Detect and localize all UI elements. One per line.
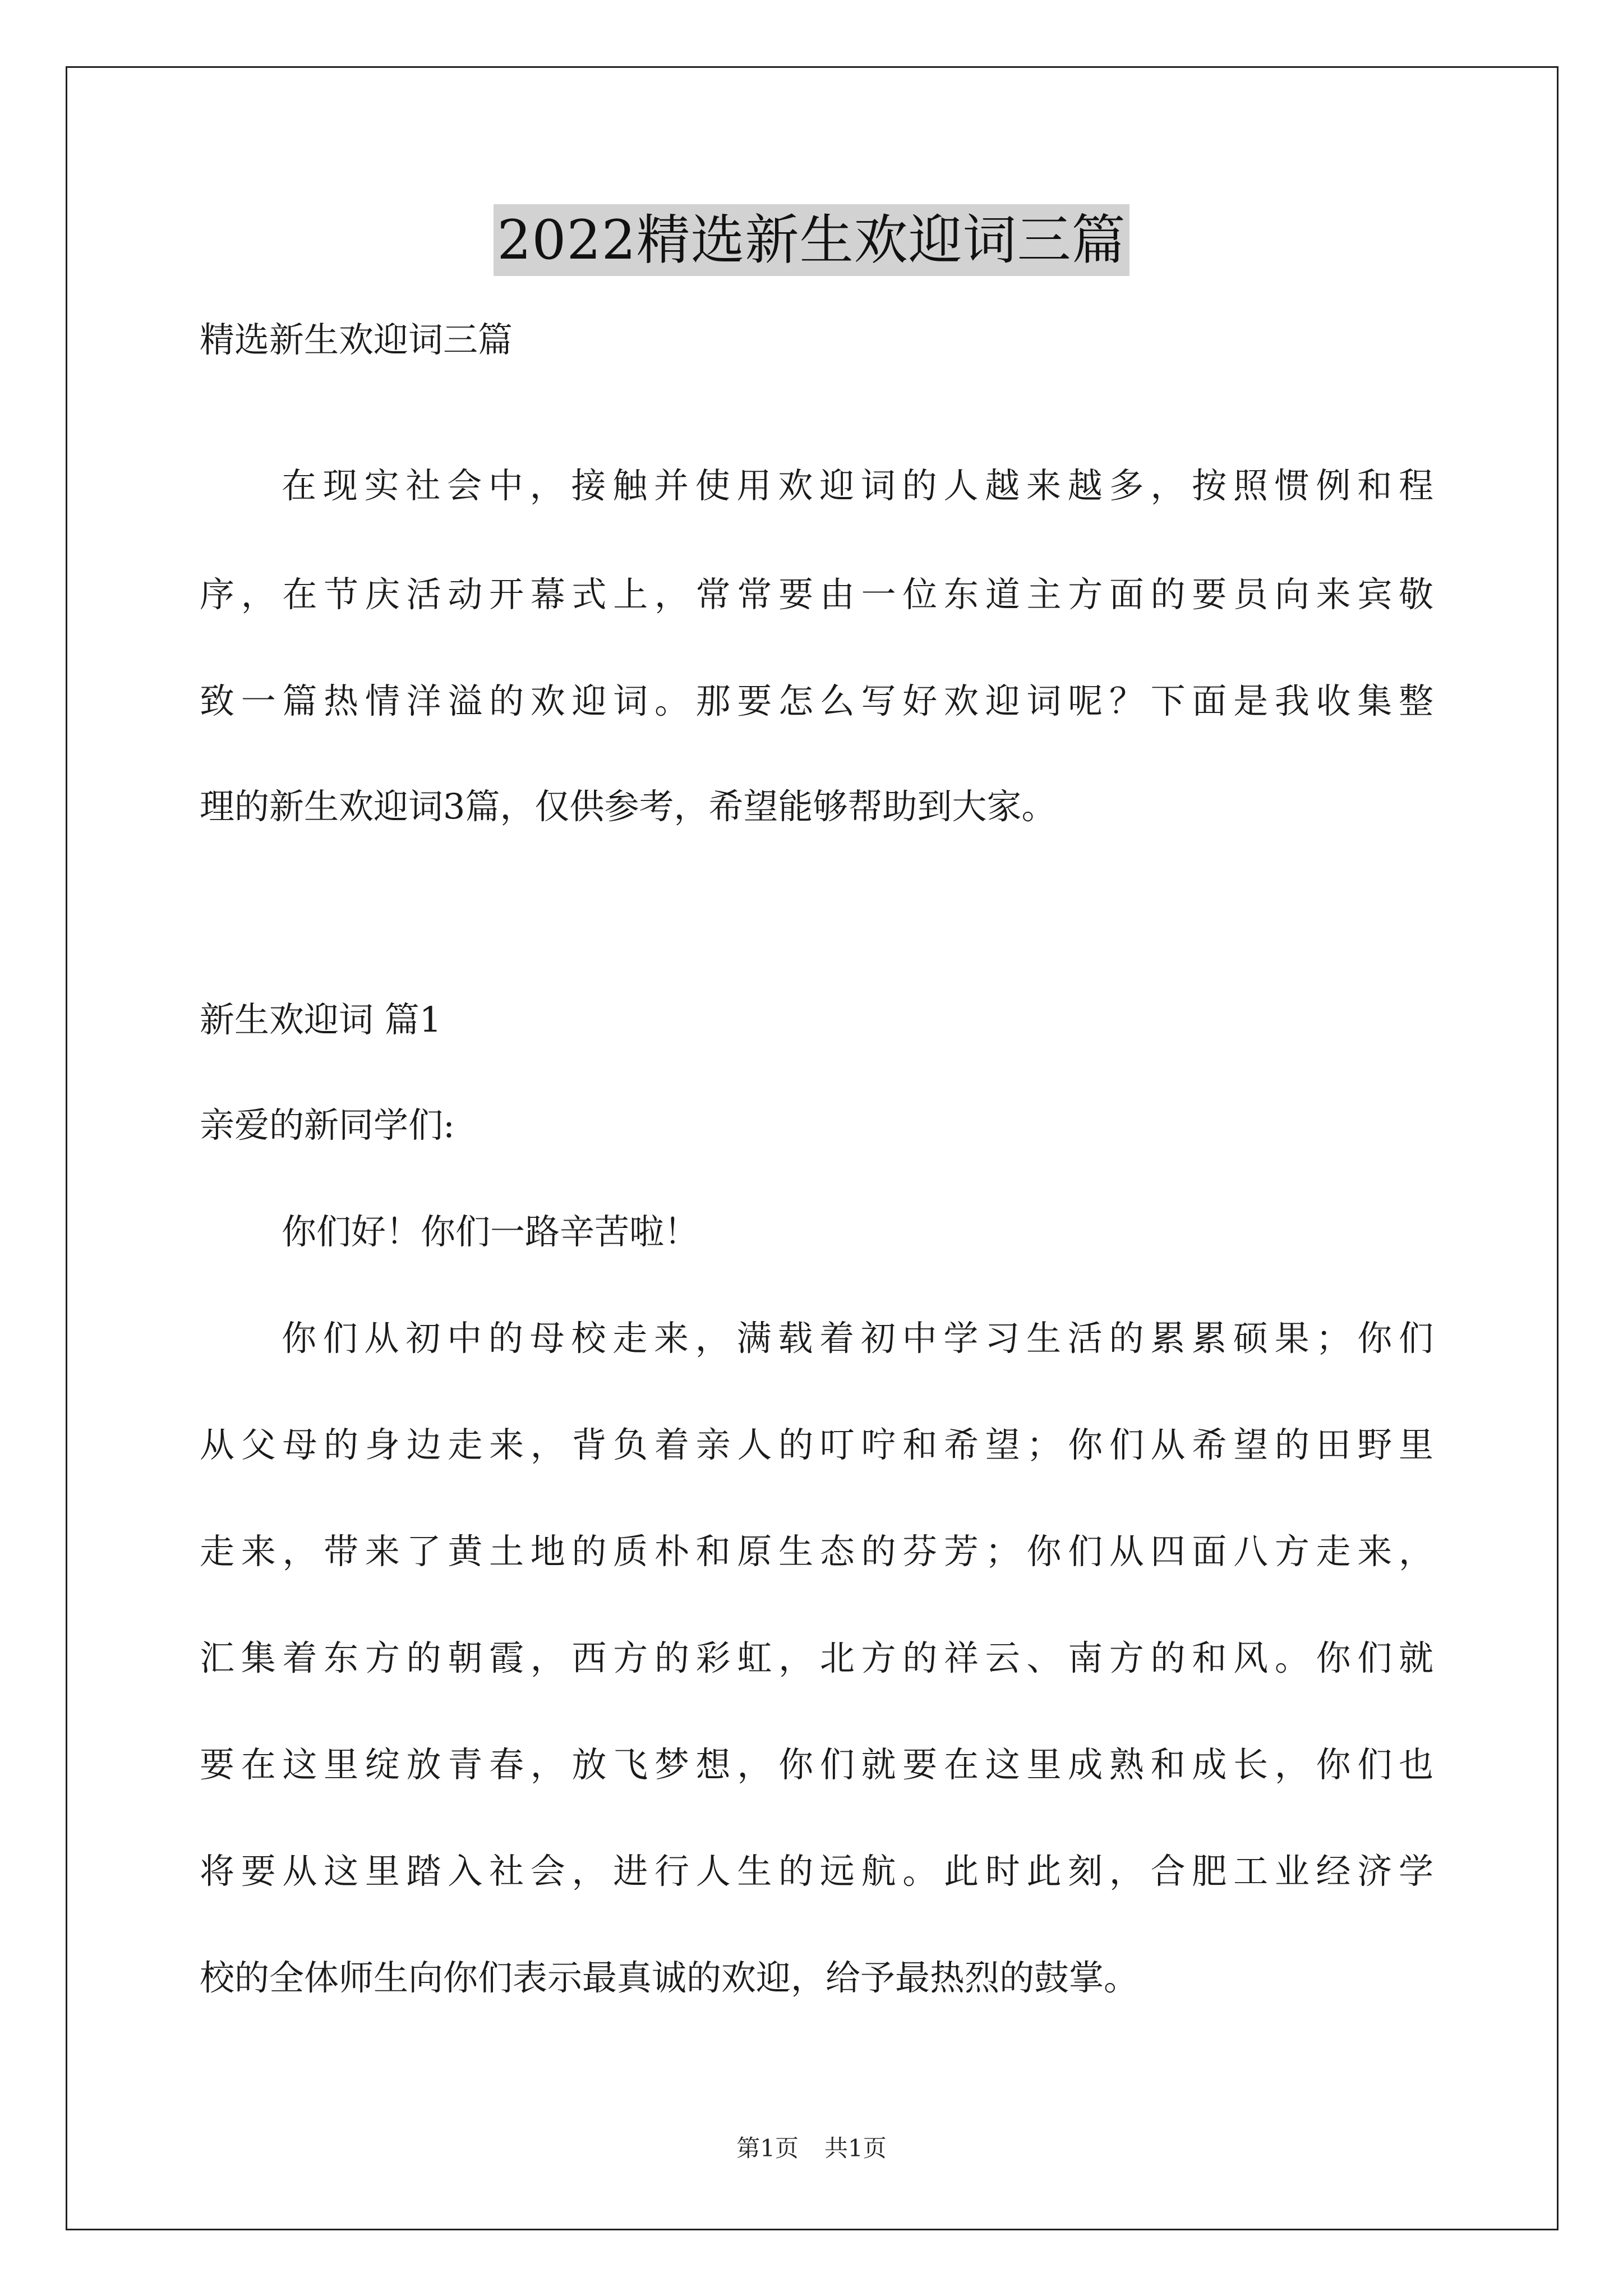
body-line-5: 要在这里绽放青春，放飞梦想，你们就要在这里成熟和成长，你们也 xyxy=(200,1744,1433,1785)
greeting: 你们好！你们一路辛苦啦！ xyxy=(282,1211,699,1252)
body-line-7: 校的全体师生向你们表示最真诚的欢迎，给予最热烈的鼓掌。 xyxy=(200,1957,1139,1998)
intro-line-3: 致一篇热情洋溢的欢迎词。那要怎么写好欢迎词呢？下面是我收集整 xyxy=(200,680,1433,721)
page-number-total: 共1页 xyxy=(824,2134,887,2162)
document-subtitle: 精选新生欢迎词三篇 xyxy=(200,319,513,360)
document-title: 2022精选新生欢迎词三篇 xyxy=(494,204,1129,276)
title-container xyxy=(0,204,1623,276)
intro-line-1: 在现实社会中，接触并使用欢迎词的人越来越多，按照惯例和程 xyxy=(282,465,1433,506)
body-line-6: 将要从这里踏入社会，进行人生的远航。此时此刻，合肥工业经济学 xyxy=(200,1851,1433,1892)
page-footer xyxy=(0,2133,1623,2164)
intro-line-2: 序，在节庆活动开幕式上，常常要由一位东道主方面的要员向来宾敬 xyxy=(200,574,1433,615)
intro-line-4: 理的新生欢迎词3篇，仅供参考，希望能够帮助到大家。 xyxy=(200,786,1057,827)
page-border xyxy=(66,66,1559,2230)
body-line-2: 从父母的身边走来，背负着亲人的叮咛和希望；你们从希望的田野里 xyxy=(200,1424,1433,1465)
body-line-1: 你们从初中的母校走来，满载着初中学习生活的累累硕果；你们 xyxy=(282,1318,1433,1359)
body-line-3: 走来，带来了黄土地的质朴和原生态的芬芳；你们从四面八方走来， xyxy=(200,1531,1433,1572)
page-number-current: 第1页 xyxy=(736,2134,799,2162)
section-heading: 新生欢迎词 篇1 xyxy=(200,999,442,1040)
salutation: 亲爱的新同学们: xyxy=(200,1105,455,1145)
body-line-4: 汇集着东方的朝霞，西方的彩虹，北方的祥云、南方的和风。你们就 xyxy=(200,1637,1433,1678)
